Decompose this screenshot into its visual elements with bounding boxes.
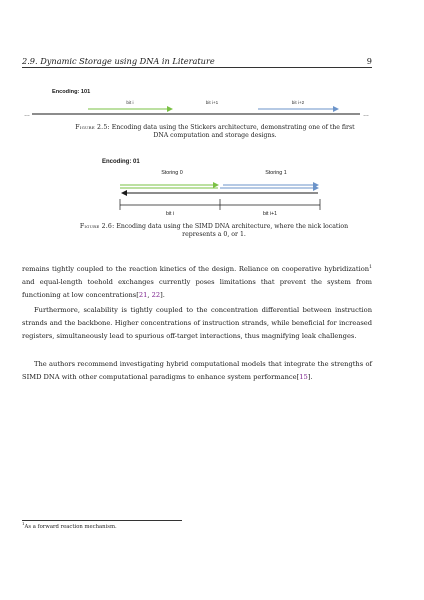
footnote-rule xyxy=(22,520,182,521)
paragraph-text: and equal-length toehold exchanges currently poses limitations that prevent the system from functioning at low concentrations[ xyxy=(22,278,372,300)
citation-link[interactable]: 22 xyxy=(151,291,161,300)
fig2-region-label: Storing 1 xyxy=(265,170,287,176)
figure-caption xyxy=(66,223,362,239)
fig2-region-label: Storing 0 xyxy=(161,170,183,176)
fig1-bit-label: bit i xyxy=(126,100,134,105)
fig1-ellipsis-left: … xyxy=(24,112,30,118)
caption-text: Encoding data using the Stickers architecture, demonstrating one of the first DNA computation and storage designs. xyxy=(111,124,355,140)
fig1-bit-label: bit i+1 xyxy=(205,100,219,105)
body-paragraph xyxy=(22,358,372,384)
fig1-bit-label: bit i+2 xyxy=(291,100,305,105)
caption-label: Figure 2.5: xyxy=(75,124,110,131)
paragraph-text: ]. xyxy=(160,291,165,300)
citation-link[interactable]: 21 xyxy=(138,291,148,300)
fig2-bit-label: bit i xyxy=(165,211,175,217)
fig1-ellipsis-right: … xyxy=(363,112,369,118)
paragraph-text: The authors recommend investigating hybrid computational models that integrate the strengths of SIMD DNA with other computational paradigms to enhance system performance[ xyxy=(22,360,372,382)
caption-label: Figure 2.6: xyxy=(79,223,115,230)
paragraph-text: ]. xyxy=(307,373,313,382)
citation-separator: , xyxy=(147,291,152,300)
figure-caption xyxy=(70,124,360,140)
page-number: 9 xyxy=(366,56,372,66)
paragraph-text: Furthermore, scalability is tightly coupled to the concentration differential between instruction strands and the backbone. Higher concentrations of instruction strands, while beneficial for increased registers, simultaneously lead to spurious off-target interactions, thus magnifying leak challenges. xyxy=(22,306,372,341)
fig2-bit-label: bit i+1 xyxy=(263,211,277,217)
citation-link[interactable]: 15 xyxy=(299,373,308,382)
footnote xyxy=(22,521,117,530)
footnote-mark: 1 xyxy=(22,521,25,527)
body-paragraph xyxy=(22,304,372,344)
caption-text: Encoding data using the SIMD DNA architecture, where the nick location represents a 0, or 1. xyxy=(116,223,349,239)
header-rule xyxy=(22,67,372,68)
section-title: 2.9. Dynamic Storage using DNA in Literature xyxy=(22,56,215,66)
footnote-text: As a forward reaction mechanism. xyxy=(24,524,117,530)
body-paragraph xyxy=(22,263,372,303)
footnote-mark: 1 xyxy=(369,264,372,270)
figure-stickers xyxy=(22,83,372,119)
fig2-encoding-label: Encoding: 01 xyxy=(102,159,140,165)
fig1-encoding-label: Encoding: 101 xyxy=(52,89,91,95)
paragraph-text: remains tightly coupled to the reaction kinetics of the design. Reliance on cooperative hybridization xyxy=(22,265,370,273)
figure-simd xyxy=(90,153,340,219)
